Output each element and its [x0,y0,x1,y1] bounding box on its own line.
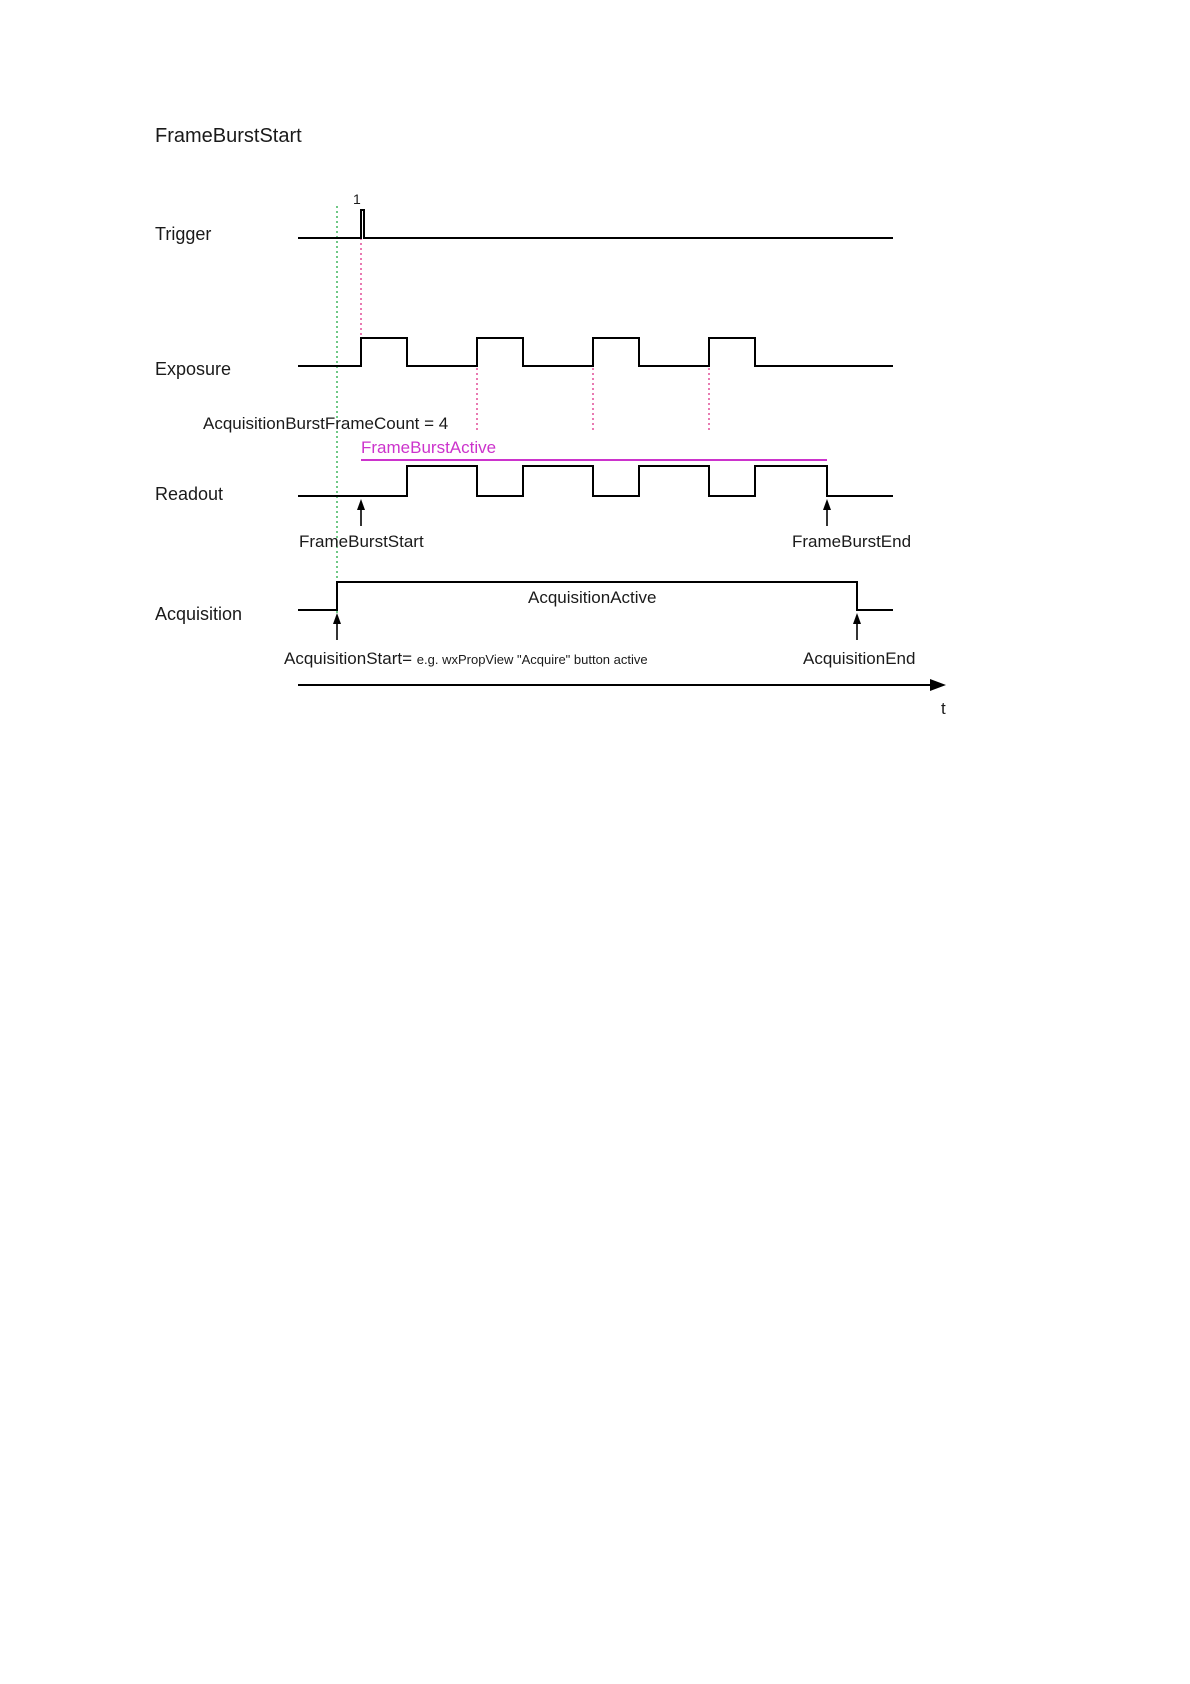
frame-burst-start-label: FrameBurstStart [299,532,424,551]
frame-burst-start-arrowhead [357,499,365,510]
trigger-label: Trigger [155,224,212,244]
exposure-signal [298,338,893,366]
trigger-signal [298,210,893,238]
trigger-pulse-number: 1 [353,191,361,207]
acquisition-start-note: e.g. wxPropView "Acquire" button active [416,652,648,667]
acquisition-start-label [284,649,648,668]
readout-label: Readout [155,484,224,504]
acquisition-label: Acquisition [155,604,243,624]
diagram-title: FrameBurstStart [155,125,302,147]
acquisition-active-label: AcquisitionActive [528,588,657,607]
readout-signal [298,466,893,496]
frame-burst-end-label: FrameBurstEnd [792,532,912,551]
acquisition-end-arrowhead [853,613,861,624]
time-axis-label: t [941,699,946,718]
frame-burst-end-arrowhead [823,499,831,510]
exposure-label: Exposure [155,359,232,379]
burst-frame-count-label: AcquisitionBurstFrameCount = 4 [203,414,449,433]
acquisition-end-label: AcquisitionEnd [803,649,916,668]
frame-burst-active-label: FrameBurstActive [361,438,497,457]
time-axis-arrowhead [930,679,946,691]
acquisition-start-arrowhead [333,613,341,624]
acquisition-start-text: AcquisitionStart= [284,649,413,668]
